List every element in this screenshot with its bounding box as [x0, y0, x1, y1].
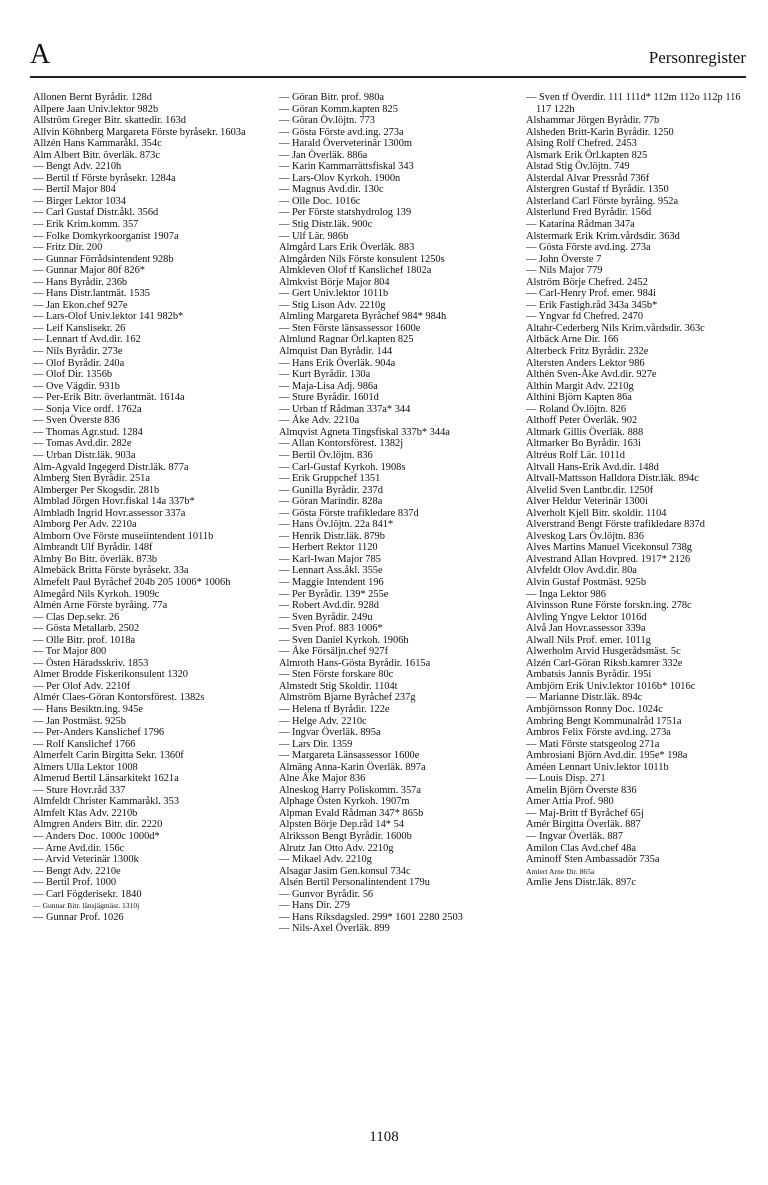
register-entry: — Hans Öv.löjtn. 22a 841* [279, 519, 394, 531]
register-entry: Almberger Per Skogsdir. 281b [33, 484, 160, 496]
register-entry: Altréus Rolf Lär. 1011d [526, 449, 625, 461]
register-entry: Almstedt Stig Skoldir. 1104t [279, 680, 398, 692]
register-entry: Alne Åke Major 836 [279, 773, 366, 785]
register-entry: Almkvist Börje Major 804 [279, 276, 390, 288]
register-entry: — Gunvor Byrådir. 56 [279, 888, 374, 900]
register-entry: — Olle Doc. 1016c [279, 195, 361, 207]
register-entry: — Kurt Byrådir. 130a [279, 369, 371, 381]
register-entry: — Sture Hovr.råd 337 [33, 784, 126, 796]
register-entry: Alsén Bertil Personalintendent 179u [279, 877, 430, 889]
register-entry: — Henrik Distr.läk. 879b [279, 530, 385, 542]
register-entry: — Åke Försäljn.chef 927f [279, 646, 389, 658]
register-entry: Althin Margit Adv. 2210g [526, 380, 634, 392]
register-entry: — Sven tf Överdir. 111 111d* 112m 112o 112p 116 117 122h [526, 92, 741, 115]
register-entry: Alvinsson Rune Förste forskn.ing. 278c [526, 600, 692, 612]
register-entry: Améen Lennart Univ.lektor 1011b [526, 761, 669, 773]
register-entry: Alverholt Kjell Bitr. skoldir. 1104 [526, 507, 667, 519]
section-letter: A [30, 39, 51, 70]
register-entry: — Robert Avd.dir. 928d [279, 600, 379, 612]
register-title: Personregister [648, 48, 746, 67]
register-entry: Almberg Sten Byrådir. 251a [33, 473, 150, 485]
register-entry: — Göran Komm.kapten 825 [279, 103, 398, 115]
register-entry: — Inga Lektor 986 [526, 588, 606, 600]
register-entry: — Margareta Länsassessor 1600e [279, 750, 420, 762]
register-entry: — Bertil Öv.löjtn. 836 [279, 449, 373, 461]
register-entry: Altahr-Cederberg Nils Krim.vårdsdir. 363c [526, 322, 705, 334]
register-entry: Alström Börje Chefred. 2452 [526, 276, 648, 288]
register-entry: Alsmark Erik Örl.kapten 825 [526, 149, 648, 161]
register-entry: — Göran Bitr. prof. 980a [279, 92, 385, 103]
register-entry: Alm Albert Bitr. överläk. 873c [33, 149, 160, 161]
register-entry: Amér Birgitta Överläk. 887 [526, 819, 641, 831]
register-entry: — Sven Överste 836 [33, 415, 120, 427]
register-entry: — Arvid Veterinär 1300k [33, 854, 139, 866]
register-entry: Alpman Evald Rådman 347* 865b [279, 807, 424, 819]
register-entry: — Per-Anders Kanslichef 1796 [33, 727, 165, 739]
register-entry: — Per-Erik Bitr. överlantmät. 1614a [33, 392, 185, 404]
register-entry: — Ulf Lär. 986b [279, 230, 349, 242]
register-entry: Alterbeck Fritz Byrådir. 232e [526, 346, 649, 358]
register-entry: — Gert Univ.lektor 1011b [279, 288, 389, 300]
register-entry: — Anders Doc. 1000c 1000d* [33, 831, 160, 842]
register-entry: Amlert Arne Dir. 865a [526, 866, 595, 876]
register-entry: Alrutz Jan Otto Adv. 2210g [279, 842, 394, 854]
register-entry: Alstermark Erik Krim.vårdsdir. 363d [526, 230, 680, 242]
register-entry: — Östen Häradsskriv. 1853 [33, 657, 149, 669]
register-entry: Alsing Rolf Chefred. 2453 [526, 138, 637, 150]
register-columns [0, 92, 768, 1122]
register-entry: — Maj-Britt tf Byråchef 65j [526, 807, 644, 819]
register-entry: — Nils Major 779 [526, 265, 603, 277]
register-entry: — Thomas Agr.stud. 1284 [33, 426, 143, 438]
register-entry: Alpsten Börje Dep.råd 14* 54 [279, 819, 404, 831]
register-entry: — Olof Byrådir. 240a [33, 357, 125, 369]
register-entry: — Lars-Olov Kyrkoh. 1900n [279, 172, 401, 184]
register-entry: Alsterland Carl Förste byråing. 952a [526, 195, 679, 207]
register-entry: Alphage Östen Kyrkoh. 1907m [279, 796, 410, 808]
register-entry: Alwall Nils Prof. emer. 1011g [526, 634, 651, 646]
register-entry: — Karin Kammarrättsfiskal 343 [279, 161, 414, 173]
register-entry: Alves Martins Manuel Vicekonsul 738g [526, 542, 692, 554]
register-entry: — Folke Domkyrkoorganist 1907a [33, 230, 179, 242]
register-entry: Almblad Jörgen Hovr.fiskal 14a 337b* [33, 496, 195, 508]
register-entry: Ambros Felix Förste avd.ing. 273a [526, 727, 671, 739]
register-entry: Almer Brodde Fiskerikonsulent 1320 [33, 669, 188, 681]
register-entry: — Herbert Rektor 1120 [279, 542, 378, 554]
register-entry: Almbladh Ingrid Hovr.assessor 337a [33, 507, 186, 519]
register-entry: Almqvist Agneta Tingsfiskal 337b* 344a [279, 426, 450, 438]
register-entry: — Nils Byrådir. 273e [33, 346, 123, 358]
register-entry: — Maja-Lisa Adj. 986a [279, 380, 378, 392]
register-entry: — Allan Kontorsförest. 1382j [279, 438, 404, 450]
register-entry: Almkleven Olof tf Kanslichef 1802a [279, 265, 432, 277]
register-entry: Alriksson Bengt Byrådir. 1600b [279, 831, 412, 842]
page-number: 1108 [369, 1129, 399, 1145]
register-entry: — Mikael Adv. 2210g [279, 854, 372, 866]
register-entry: Almgren Anders Bitr. dir. 2220 [33, 819, 163, 831]
register-entry: Altbäck Arne Dir. 166 [526, 334, 619, 346]
register-entry: — Sven Byrådir. 249u [279, 611, 373, 623]
register-entry: Alstad Stig Öv.löjtn. 749 [526, 161, 630, 173]
register-entry: Almers Ulla Lektor 1008 [33, 761, 138, 773]
register-entry: Aminoff Sten Ambassadör 735a [526, 854, 660, 866]
register-entry: Allpere Jaan Univ.lektor 982b [33, 103, 159, 115]
register-entry: Ambatsis Jannis Byrådir. 195i [526, 669, 652, 681]
register-entry: Almbrandt Ulf Byrådir. 148f [33, 542, 153, 554]
register-entry: — John Överste 7 [526, 253, 602, 265]
register-entry: — Ove Vägdir. 931b [33, 380, 120, 392]
register-entry: Altersten Anders Lektor 986 [526, 357, 645, 369]
register-entry: — Sten Förste länsassessor 1600e [279, 322, 421, 334]
register-entry: — Leif Kanslisekr. 26 [33, 322, 126, 334]
register-entry: Allström Greger Bitr. skattedir. 163d [33, 115, 186, 127]
register-entry: — Urban Distr.läk. 903a [33, 449, 136, 461]
register-entry: — Roland Öv.löjtn. 826 [526, 403, 627, 415]
register-entry: — Louis Disp. 271 [526, 773, 606, 785]
register-entry: Amilon Clas Avd.chef 48a [526, 842, 637, 854]
register-entry: — Carl-Henry Prof. emer. 984i [526, 288, 656, 300]
register-entry: — Gunnar Förrådsintendent 928b [33, 253, 174, 265]
page-header [30, 38, 746, 78]
register-entry: — Rolf Kanslichef 1766 [33, 738, 136, 750]
register-entry: — Lars Dir. 1359 [279, 738, 353, 750]
register-entry: — Stig Lison Adv. 2210g [279, 299, 386, 311]
register-entry: — Bertil tf Förste byråsekr. 1284a [33, 172, 176, 184]
register-entry: Alsterlund Fred Byrådir. 156d [526, 207, 652, 219]
register-entry: — Lennart Ass.åkl. 355e [279, 565, 383, 577]
register-entry: — Bengt Adv. 2210h [33, 161, 122, 173]
register-entry: Alveskog Lars Öv.löjtn. 836 [526, 530, 644, 542]
register-entry: — Hans Riksdagsled. 299* 1601 2280 2503 [279, 911, 463, 923]
column-2 [279, 92, 511, 935]
register-entry: — Nils-Axel Överläk. 899 [279, 923, 390, 935]
register-entry: — Olof Dir. 1356b [33, 369, 113, 381]
register-entry: — Tor Major 800 [33, 646, 107, 658]
register-entry: — Per Förste statshydrolog 139 [279, 207, 412, 219]
register-entry: — Per Olof Adv. 2210f [33, 680, 131, 692]
register-entry: Alneskog Harry Poliskomm. 357a [279, 784, 421, 796]
register-entry: — Marianne Distr.läk. 894c [526, 692, 643, 704]
register-entry: Alvå Jan Hovr.assessor 339a [526, 623, 646, 635]
register-entry: — Gösta Metallarb. 2502 [33, 623, 140, 635]
register-entry: Ambjörnsson Ronny Doc. 1024c [526, 703, 663, 715]
register-entry: Alvestrand Allan Hovpred. 1917* 2126 [526, 553, 691, 565]
register-entry: — Jan Överläk. 886a [279, 149, 368, 161]
register-entry: Amelin Björn Överste 836 [526, 784, 637, 796]
register-entry: — Hans Besiktn.ing. 945e [33, 703, 143, 715]
register-entry: Almgård Lars Erik Överläk. 883 [279, 242, 415, 254]
register-entry: Almström Bjarne Byråchef 237g [279, 692, 416, 704]
register-entry: Almborn Ove Förste museiintendent 1011b [33, 530, 214, 542]
register-entry: — Carl Gustaf Distr.åkl. 356d [33, 207, 159, 219]
register-entry: — Bengt Adv. 2210e [33, 865, 121, 877]
register-entry: — Yngvar fd Chefred. 2470 [526, 311, 644, 323]
register-entry: Altmark Gillis Överläk. 888 [526, 426, 644, 438]
register-entry: — Bertil Prof. 1000 [33, 877, 117, 889]
register-entry: Almebäck Britta Förste byråsekr. 33a [33, 565, 189, 577]
register-entry: — Carl Fögderisekr. 1840 [33, 888, 142, 900]
register-entry: — Magnus Avd.dir. 130c [279, 184, 384, 196]
register-entry: — Ingvar Överläk. 895a [279, 727, 381, 739]
register-entry: Almäng Anna-Karin Överläk. 897a [279, 761, 426, 773]
register-entry: Ambrosiani Björn Avd.dir. 195e* 198a [526, 750, 688, 762]
register-entry: Allvin Köhnberg Margareta Förste byråsekr. 1603a [33, 126, 246, 138]
register-entry: — Hans Distr.lantmät. 1535 [33, 288, 150, 300]
register-entry: Ambjörn Erik Univ.lektor 1016b* 1016c [526, 680, 696, 692]
register-entry: — Gösta Förste avd.ing. 273a [279, 126, 404, 138]
register-entry: Altvall-Mattsson Halldora Distr.läk. 894c [526, 473, 699, 485]
register-entry: Alshammar Jörgen Byrådir. 77b [526, 115, 660, 127]
register-entry: — Göran Marindir. 828a [279, 496, 383, 508]
register-entry: — Urban tf Rådman 337a* 344 [279, 403, 411, 415]
register-entry: Althoff Peter Överläk. 902 [526, 415, 638, 427]
register-entry: Almlund Ragnar Örl.kapten 825 [279, 334, 414, 346]
register-entry: Alsheden Britt-Karin Byrådir. 1250 [526, 126, 674, 138]
register-entry: Alstergren Gustaf tf Byrådir. 1350 [526, 184, 669, 196]
register-entry: Allonen Bernt Byrådir. 128d [33, 92, 152, 103]
register-entry: Almfeldt Christer Kammaråkl. 353 [33, 796, 180, 808]
register-entry: Almquist Dan Byrådir. 144 [279, 346, 393, 358]
register-entry: Alm-Agvald Ingegerd Distr.läk. 877a [33, 461, 189, 473]
register-entry: — Sven Prof. 883 1006* [279, 623, 383, 635]
register-entry: — Sven Daniel Kyrkoh. 1906h [279, 634, 409, 646]
register-entry: — Erik Krim.komm. 357 [33, 219, 139, 231]
register-entry: — Lars-Olof Univ.lektor 141 982b* [33, 311, 184, 323]
register-entry: Almerud Bertil Länsarkitekt 1621a [33, 773, 179, 785]
register-entry: Alwerholm Arvid Husgerådsmäst. 5c [526, 646, 681, 658]
register-entry: Ambring Bengt Kommunalråd 1751a [526, 715, 682, 727]
register-entry: — Harald Överveterinär 1300m [279, 138, 413, 150]
register-entry: Althén Sven-Åke Avd.dir. 927e [526, 369, 657, 381]
register-entry: — Helena tf Byrådir. 122e [279, 703, 390, 715]
register-entry: — Maggie Intendent 196 [279, 576, 384, 588]
register-entry: Altmarker Bo Byrådir. 163i [526, 438, 641, 450]
register-entry: — Bertil Major 804 [33, 184, 116, 196]
register-entry: — Ingvar Överläk. 887 [526, 831, 623, 842]
register-entry: Alverstrand Bengt Förste trafikledare 837d [526, 519, 705, 531]
register-entry: — Tomas Avd.dir. 282e [33, 438, 132, 450]
register-entry: — Gunnar Bitr. länsjägmäst. 1310j [33, 901, 140, 911]
register-entry: Almefelt Paul Byråchef 204b 205 1006* 1006h [33, 576, 231, 588]
register-entry: — Gunnar Major 80f 826* [33, 265, 145, 277]
register-entry: — Birger Lektor 1034 [33, 195, 127, 207]
register-entry: — Gösta Förste avd.ing. 273a [526, 242, 651, 254]
register-entry: — Helge Adv. 2210c [279, 715, 367, 727]
register-entry: — Åke Adv. 2210a [279, 415, 360, 427]
register-entry: — Erik Gruppchef 1351 [279, 473, 381, 485]
register-entry: — Gösta Förste trafikledare 837d [279, 507, 419, 519]
register-entry: — Hans Erik Överläk. 904a [279, 357, 396, 369]
register-entry: — Fritz Dir. 200 [33, 242, 103, 254]
register-entry: Alzén Carl-Göran Riksb.kamrer 332e [526, 657, 683, 669]
register-entry: — Sten Förste forskare 80c [279, 669, 394, 681]
register-entry: Almborg Per Adv. 2210a [33, 519, 137, 531]
register-entry: — Stig Distr.läk. 900c [279, 219, 373, 231]
register-entry: — Karl-Iwan Major 785 [279, 553, 381, 565]
register-entry: Alvling Yngve Lektor 1016d [526, 611, 647, 623]
register-entry: Alsterdal Alvar Pressråd 736f [526, 172, 650, 184]
register-entry: Almfelt Klas Adv. 2210b [33, 807, 138, 819]
register-entry: Amlie Jens Distr.läk. 897c [526, 877, 636, 889]
register-entry: — Katarina Rådman 347a [526, 219, 635, 231]
register-entry: Altvall Hans-Erik Avd.dir. 148d [526, 461, 659, 473]
register-entry: Alsagar Jasim Gen.konsul 734c [279, 865, 411, 877]
register-entry: Almerfelt Carin Birgitta Sekr. 1360f [33, 750, 184, 762]
register-entry: Almgården Nils Förste konsulent 1250s [279, 253, 445, 265]
register-entry: — Olle Bitr. prof. 1018a [33, 634, 136, 646]
register-entry: — Lennart tf Avd.dir. 162 [33, 334, 141, 346]
register-entry: Almling Margareta Byråchef 984* 984h [279, 311, 447, 323]
column-1 [33, 92, 255, 923]
register-entry: Almegård Nils Kyrkoh. 1909c [33, 588, 160, 600]
register-entry: — Sture Byrådir. 1601d [279, 392, 379, 404]
register-entry: Alver Heldur Veterinär 1300i [526, 496, 648, 508]
register-entry: — Clas Dep.sekr. 26 [33, 611, 120, 623]
register-entry: Alvin Gustaf Postmäst. 925b [526, 576, 647, 588]
register-entry: — Per Byrådir. 139* 255e [279, 588, 389, 600]
register-entry: Allzén Hans Kammaråkl. 354c [33, 138, 162, 150]
register-entry: — Hans Dir. 279 [279, 900, 350, 912]
header-rule [30, 76, 746, 78]
register-entry: Almér Claes-Göran Kontorsförest. 1382s [33, 692, 205, 704]
register-entry: — Mati Förste statsgeolog 271a [526, 738, 660, 750]
register-entry: Almby Bo Bitr. överläk. 873b [33, 553, 158, 565]
register-entry: Alvfeldt Olov Avd.dir. 80a [526, 565, 637, 577]
register-entry: Almén Arne Förste byråing. 77a [33, 600, 168, 612]
register-entry: — Jan Ekon.chef 927e [33, 299, 128, 311]
register-entry: — Gunilla Byrådir. 237d [279, 484, 383, 496]
register-entry: Alvelid Sven Lantbr.dir. 1250f [526, 484, 654, 496]
register-entry: — Arne Avd.dir. 156c [33, 842, 125, 854]
register-entry: — Carl-Gustaf Kyrkoh. 1908s [279, 461, 406, 473]
register-entry: Althini Björn Kapten 86a [526, 392, 632, 404]
register-entry: Amer Attia Prof. 980 [526, 796, 614, 808]
register-entry: — Jan Postmäst. 925b [33, 715, 126, 727]
register-entry: Almroth Hans-Gösta Byrådir. 1615a [279, 657, 431, 669]
register-entry: — Erik Fastigh.råd 343a 345b* [526, 299, 658, 311]
register-entry: — Hans Byrådir. 236b [33, 276, 128, 288]
column-3 [526, 92, 756, 889]
register-entry: — Gunnar Prof. 1026 [33, 911, 124, 923]
register-entry: — Sonja Vice ordf. 1762a [33, 403, 142, 415]
register-entry: — Göran Öv.löjtn. 773 [279, 115, 376, 127]
